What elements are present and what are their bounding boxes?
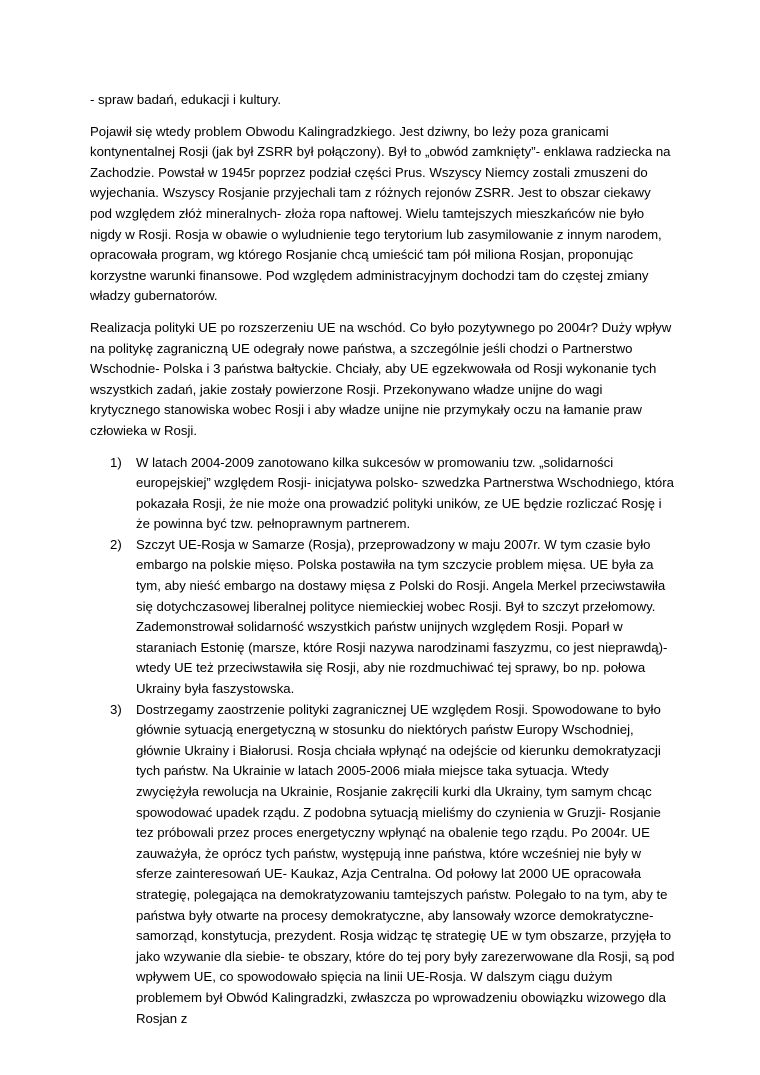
document-page: [90, 90, 675, 1029]
paragraph-kaliningrad: Pojawił się wtedy problem Obwodu Kalingradzkiego. Jest dziwny, bo leży poza granicami kontynentalnej Rosji (jak był ZSRR był połączony). Był to „obwód zamknięty”- enklawa radziecka na Zachodzie. Powstał w 1945r poprzez podział części Prus. Wszyscy Niemcy zostali zmuszeni do wyjechania. Wszyscy Rosjanie przyjechali tam z różnych rejonów ZSRR. Jest to obszar ciekawy pod względem złóż mineralnych- złoża ropa naftowej. Wielu tamtejszych mieszkańców nie było nigdy w Rosji. Rosja w obawie o wyludnienie tego terytorium lub zasymilowanie z innym narodem, opracowała program, wg którego Rosjanie chcą umieścić tam pół miliona Rosjan, proponując korzystne warunki finansowe. Pod względem administracyjnym dochodzi tam do częstej zmiany władzy gubernatorów.: [90, 123, 671, 304]
list-item: [90, 535, 675, 700]
list-item-text: W latach 2004-2009 zanotowano kilka sukcesów w promowaniu tzw. „solidarności europejskiej” względem Rosji- inicjatywa polsko- szwedzka Partnerstwa Wschodniego, która pokazała Rosji, że nie może ona prowadzić polityki uników, ze UE będzie rozliczać Rosję i że powinna być tzw. pełnoprawnym partnerem.: [136, 454, 674, 532]
list-item: [90, 700, 675, 1030]
paragraph-eu-policy: Realizacja polityki UE po rozszerzeniu UE na wschód. Co było pozytywnego po 2004r? Duży wpływ na politykę zagraniczną UE odegrały nowe państwa, a szczególnie jeśli chodzi o Partnerstwo Wschodnie- Polska i 3 państwa bałtyckie. Chciały, aby UE egzekwowała od Rosji wykonanie tych wszystkich zadań, jakie zostały powierzone Rosji. Przekonywano władze unijne do wagi krytycznego stanowiska wobec Rosji i aby władze unijne nie przymykały oczu na łamanie praw człowieka w Rosji.: [90, 319, 672, 438]
list-item-number: 3): [110, 701, 122, 717]
list-item-number: 2): [110, 536, 122, 552]
numbered-list: [90, 453, 675, 1030]
intro-line: - spraw badań, edukacji i kultury.: [90, 92, 282, 107]
list-item: [90, 453, 675, 535]
list-item-text: Dostrzegamy zaostrzenie polityki zagranicznej UE względem Rosji. Spowodowane to było głównie sytuacją energetyczną w stosunku do niektórych państw Europy Wschodniej, głównie Ukrainy i Białorusi. Rosja chciała wpłynąć na odejście od kierunku demokratyzacji tych państw. Na Ukrainie w latach 2005-2006 miała miejsce taka sytuacja. Wtedy zwyciężyła rewolucja na Ukrainie, Rosjanie zakręcili kurki dla Ukrainy, tym samym chcąc spowodować upadek rządu. Z podobna sytuacją mieliśmy do czynienia w Gruzji- Rosjanie tez próbowali przez proces energetyczny wpłynąć na obalenie tego rządu. Po 2004r. UE zauważyła, że oprócz tych państw, występują inne państwa, które wcześniej nie były w sferze zainteresowań UE- Kaukaz, Azja Centralna. Od połowy lat 2000 UE opracowała strategię, polegająca na demokratyzowaniu tamtejszych państw. Polegało to na tym, aby te państwa były otwarte na procesy demokratyczne, aby lansowały wzorce demokratyczne- samorząd, konstytucja, prezydent. Rosja widząc tę strategię UE w tym obszarze, przyjęła to jako wzywanie dla siebie- te obszary, które do tej pory były zarezerwowane dla Rosji, są pod wpływem UE, co spowodowało spięcia na linii UE-Rosja. W dalszym ciągu dużym problemem był Obwód Kalingradzki, zwłaszcza po wprowadzeniu obowiązku wizowego dla Rosjan z: [136, 701, 675, 1026]
list-item-text: Szczyt UE-Rosja w Samarze (Rosja), przeprowadzony w maju 2007r. W tym czasie było embargo na polskie mięso. Polska postawiła na tym szczycie problem mięsa. UE była za tym, aby nieść embargo na dostawy mięsa z Polski do Rosji. Angela Merkel przeciwstawiła się dotychczasowej liberalnej polityce niemieckiej wobec Rosji. Był to szczyt przełomowy. Zademonstrował solidarność wszystkich państw unijnych względem Rosji. Poparł w staraniach Estonię (marsze, które Rosji nazywa narodzinami faszyzmu, co jest nieprawdą)- wtedy UE też przeciwstawiła się Rosji, aby nie rozdmuchiwać tej sprawy, bo np. połowa Ukrainy była faszystowska.: [136, 536, 668, 697]
list-item-number: 1): [110, 454, 122, 470]
